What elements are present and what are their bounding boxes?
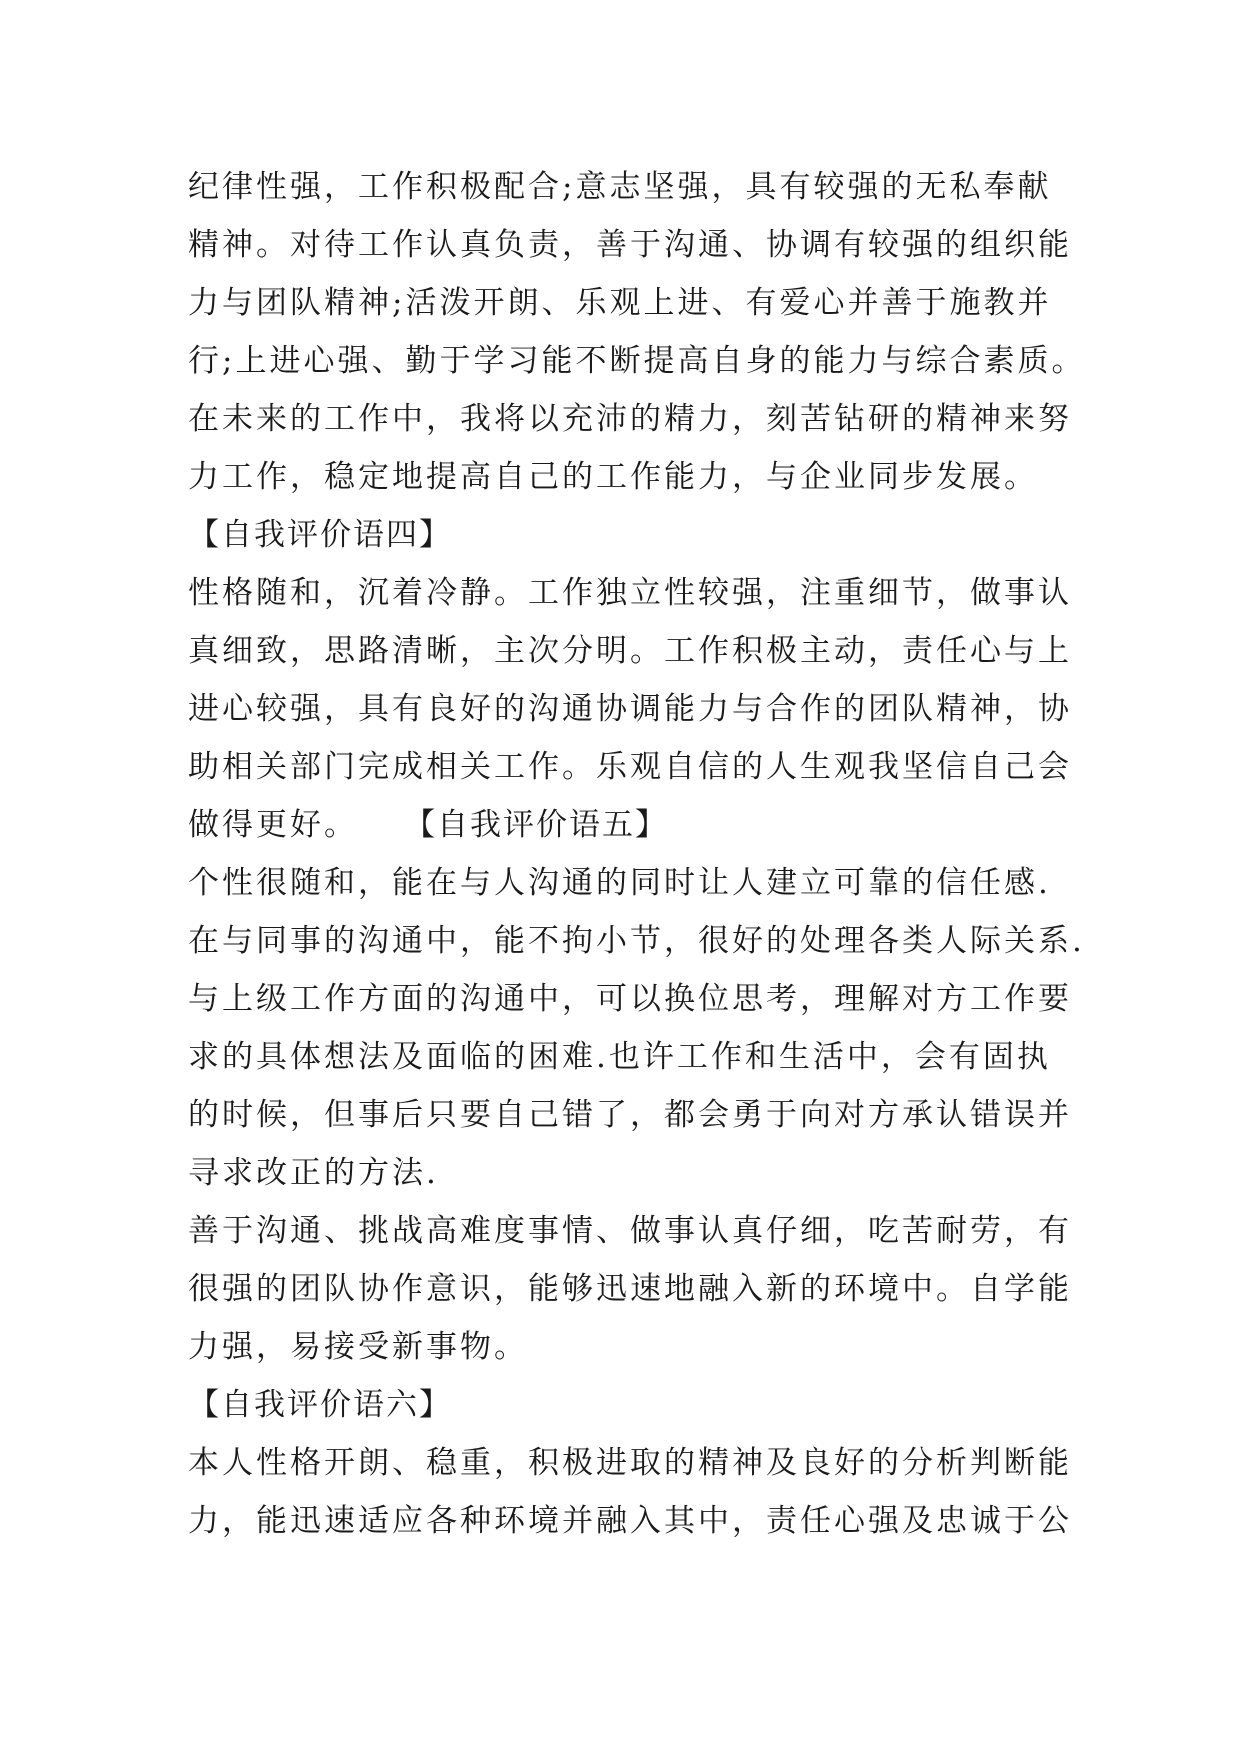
paragraph-line: 力强，易接受新事物。 bbox=[188, 1329, 528, 1365]
paragraph-line: 在未来的工作中，我将以充沛的精力，刻苦钻研的精神来努 bbox=[188, 401, 1072, 437]
paragraph-line: 进心较强，具有良好的沟通协调能力与合作的团队精神，协 bbox=[188, 691, 1072, 727]
paragraph-line: 真细致，思路清晰，主次分明。工作积极主动，责任心与上 bbox=[188, 633, 1072, 669]
paragraph-line: 精神。对待工作认真负责，善于沟通、协调有较强的组织能 bbox=[188, 227, 1072, 263]
paragraph-line: 力工作，稳定地提高自己的工作能力，与企业同步发展。 bbox=[188, 459, 1038, 495]
section-heading-5: 【自我评价语五】 bbox=[404, 807, 668, 843]
paragraph-line: 力与团队精神;活泼开朗、乐观上进、有爱心并善于施教并 bbox=[188, 285, 1052, 321]
paragraph-line: 助相关部门完成相关工作。乐观自信的人生观我坚信自己会 bbox=[188, 749, 1072, 785]
document-body bbox=[188, 158, 1086, 1550]
paragraph-line: 本人性格开朗、稳重，积极进取的精神及良好的分析判断能 bbox=[188, 1445, 1072, 1481]
paragraph-line: 寻求改正的方法. bbox=[188, 1155, 439, 1191]
paragraph-line: 行;上进心强、勤于学习能不断提高自身的能力与综合素质。 bbox=[188, 343, 1086, 379]
mixed-line bbox=[188, 796, 1068, 854]
paragraph-line: 纪律性强，工作积极配合;意志坚强，具有较强的无私奉献 bbox=[188, 169, 1052, 205]
paragraph-line: 在与同事的沟通中，能不拘小节，很好的处理各类人际关系. bbox=[188, 923, 1085, 959]
paragraph-line: 性格随和，沉着冷静。工作独立性较强，注重细节，做事认 bbox=[188, 575, 1072, 611]
paragraph-line: 的时候，但事后只要自己错了，都会勇于向对方承认错误并 bbox=[188, 1097, 1072, 1133]
paragraph-line-end: 做得更好。 bbox=[188, 807, 358, 843]
section-heading-4: 【自我评价语四】 bbox=[188, 517, 452, 553]
paragraph-line: 善于沟通、挑战高难度事情、做事认真仔细，吃苦耐劳，有 bbox=[188, 1213, 1072, 1249]
paragraph-line: 与上级工作方面的沟通中，可以换位思考，理解对方工作要 bbox=[188, 981, 1072, 1017]
section-heading-6: 【自我评价语六】 bbox=[188, 1387, 452, 1423]
paragraph-line: 求的具体想法及面临的困难.也许工作和生活中，会有固执 bbox=[188, 1039, 1051, 1075]
paragraph-line: 很强的团队协作意识，能够迅速地融入新的环境中。自学能 bbox=[188, 1271, 1072, 1307]
paragraph-line: 个性很随和，能在与人沟通的同时让人建立可靠的信任感. bbox=[188, 865, 1051, 901]
paragraph-line: 力，能迅速适应各种环境并融入其中，责任心强及忠诚于公 bbox=[188, 1503, 1072, 1539]
